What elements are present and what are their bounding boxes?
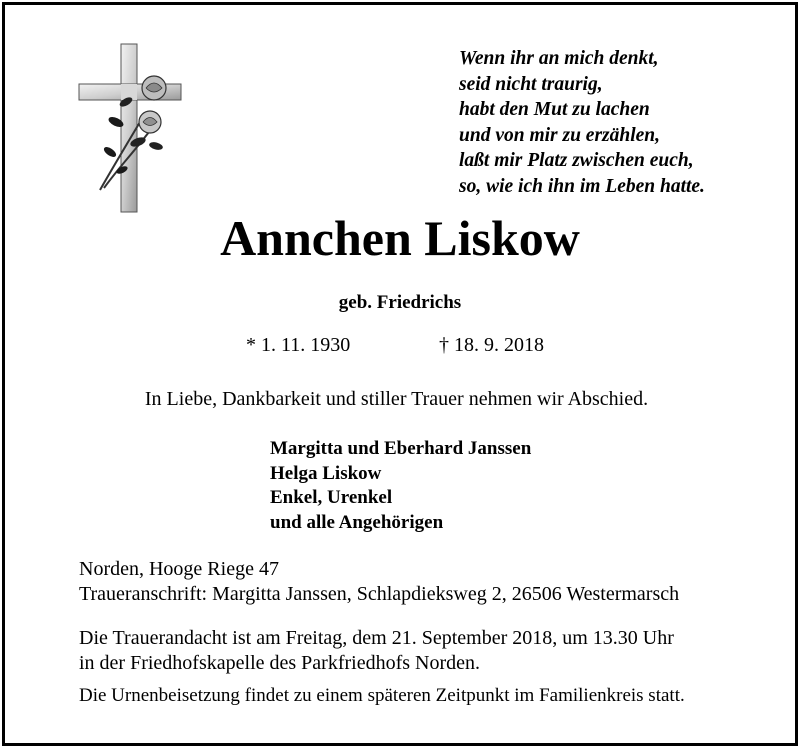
urn-burial-note: Die Urnenbeisetzung findet zu einem späteren Zeitpunkt im Familienkreis statt. <box>79 685 685 706</box>
death-date: † 18. 9. 2018 <box>439 334 544 356</box>
cross-with-roses-icon <box>76 42 186 214</box>
deceased-name: Annchen Liskow <box>220 210 580 266</box>
poem-line: laßt mir Platz zwischen euch, <box>459 150 694 172</box>
address-block <box>79 557 679 606</box>
mourner: Enkel, Urenkel <box>270 487 393 509</box>
service-line: in der Friedhofskapelle des Parkfriedhofs Norden. <box>79 651 480 674</box>
mourner: und alle Angehörigen <box>270 512 444 534</box>
mourner: Margitta und Eberhard Janssen <box>270 438 532 459</box>
poem-line: seid nicht traurig, <box>459 73 603 95</box>
service-info <box>79 626 674 675</box>
farewell-text: In Liebe, Dankbarkeit und stiller Trauer nehmen wir Abschied. <box>144 388 649 410</box>
birth-date: * 1. 11. 1930 <box>246 334 351 356</box>
mourners-list <box>270 437 531 536</box>
place-address: Norden, Hooge Riege 47 <box>79 558 279 580</box>
mourning-address: Traueranschrift: Margitta Janssen, Schlapdieksweg 2, 26506 Westermarsch <box>79 582 680 605</box>
mourner: Helga Liskow <box>270 462 382 484</box>
service-line: Die Trauerandacht ist am Freitag, dem 21. September 2018, um 13.30 Uhr <box>79 627 674 649</box>
poem-line: und von mir zu erzählen, <box>459 124 661 146</box>
poem <box>459 46 705 200</box>
poem-line: Wenn ihr an mich denkt, <box>459 48 659 69</box>
maiden-name: geb. Friedrichs <box>338 292 462 313</box>
poem-line: so, wie ich ihn im Leben hatte. <box>459 175 705 197</box>
poem-line: habt den Mut zu lachen <box>459 99 650 121</box>
